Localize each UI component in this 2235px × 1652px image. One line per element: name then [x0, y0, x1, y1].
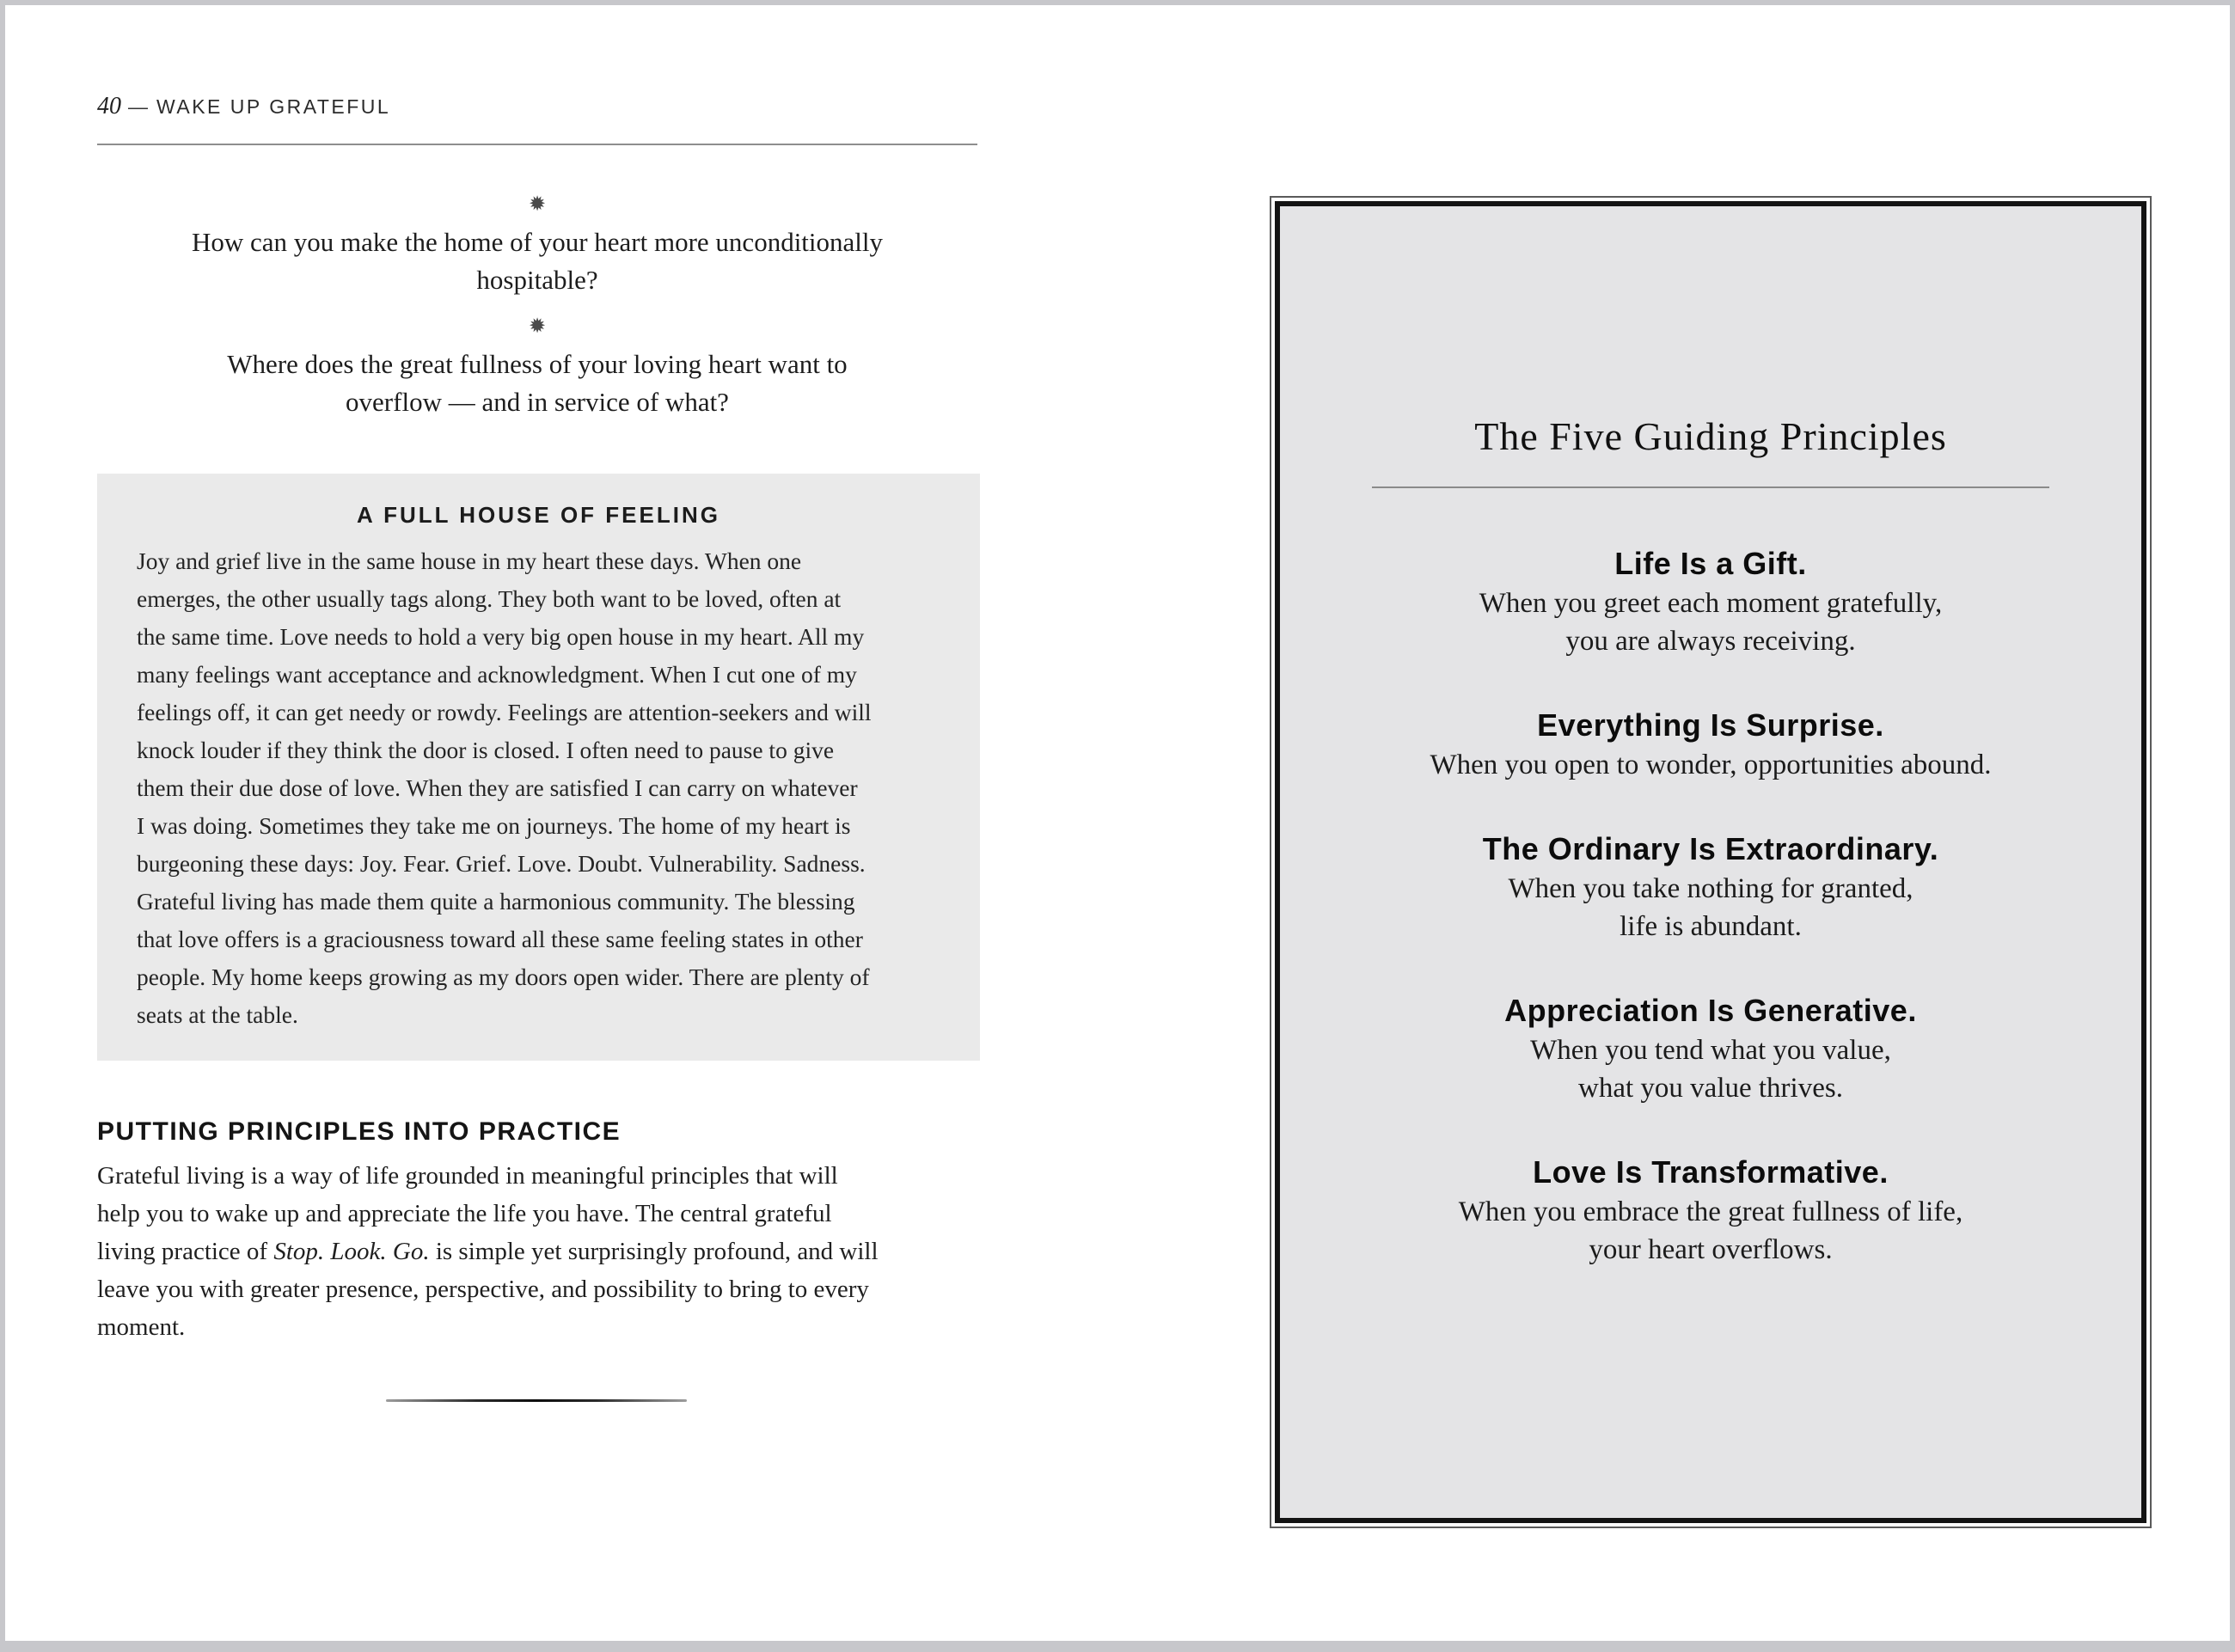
header-rule: [97, 144, 977, 145]
paragraph-line: Grateful living has made them quite a harmonious community. The blessing: [137, 888, 855, 915]
question-line: overflow — and in service of what?: [346, 387, 729, 417]
asterisk-ornament-icon: ✹: [528, 192, 547, 216]
principle-line: When you embrace the great fullness of life,: [1458, 1196, 1963, 1227]
paragraph-line: leave you with greater presence, perspective, and possibility to bring to every: [97, 1276, 869, 1303]
principle-title: Everything Is Surprise.: [1537, 707, 1884, 743]
full-house-of-feeling-sidebar: [97, 474, 980, 1061]
paragraph-line: that love offers is a graciousness toward all these same feeling states in other: [137, 926, 863, 952]
asterisk-ornament-icon: ✹: [528, 314, 547, 338]
principle-line: life is abundant.: [1620, 911, 1802, 942]
paragraph-line: them their due dose of love. When they are satisfied I can carry on whatever: [137, 774, 858, 801]
five-guiding-principles-panel: [1275, 201, 2146, 1523]
question-line: hospitable?: [476, 265, 598, 295]
principle-line: your heart overflows.: [1589, 1234, 1833, 1265]
paragraph-text: is simple yet surprisingly profound, and will: [429, 1238, 879, 1265]
paragraph-line: help you to wake up and appreciate the life you have. The central grateful: [97, 1200, 832, 1227]
practice-name-italic: Stop. Look. Go.: [273, 1238, 430, 1265]
paragraph-line: [97, 1233, 1008, 1270]
running-header: [97, 93, 390, 120]
principle-item: [1280, 705, 2141, 784]
paragraph-line: Grateful living is a way of life grounded in meaningful principles that will: [97, 1162, 838, 1190]
paragraph-line: Joy and grief live in the same house in my heart these days. When one: [137, 548, 802, 574]
paragraph-line: the same time. Love needs to hold a very big open house in my heart. All my: [137, 623, 865, 650]
principle-item: [1280, 543, 2141, 660]
question-line: How can you make the home of your heart more unconditionally: [191, 227, 884, 257]
putting-principles-section: [97, 1115, 1008, 1346]
principle-item: [1280, 990, 2141, 1107]
page-number: 40: [97, 93, 121, 119]
question-line: Where does the great fullness of your loving heart want to: [227, 349, 848, 379]
sidebar-title: A FULL HOUSE OF FEELING: [357, 502, 720, 528]
principle-line: what you value thrives.: [1578, 1073, 1843, 1104]
paragraph-line: emerges, the other usually tags along. They both want to be loved, often at: [137, 585, 842, 612]
reflection-questions: [97, 191, 977, 421]
paragraph-line: moment.: [97, 1313, 186, 1341]
section-heading: PUTTING PRINCIPLES INTO PRACTICE: [97, 1117, 622, 1146]
paragraph-text: living practice of: [97, 1238, 274, 1265]
principle-title: Appreciation Is Generative.: [1504, 993, 1917, 1028]
title-rule: [1372, 486, 2049, 488]
five-guiding-principles-box: [1270, 196, 2152, 1528]
principles-list: [1280, 543, 2141, 1269]
principle-line: you are always receiving.: [1565, 626, 1856, 657]
sidebar-body: [137, 542, 940, 1034]
principle-title: Life Is a Gift.: [1614, 546, 1807, 581]
paragraph-line: burgeoning these days: Joy. Fear. Grief. Love. Doubt. Vulnerability. Sadness.: [137, 850, 866, 877]
section-divider: [386, 1399, 687, 1402]
principle-item: [1280, 829, 2141, 945]
principle-title: Love Is Transformative.: [1533, 1154, 1889, 1190]
principle-title: The Ordinary Is Extraordinary.: [1482, 831, 1939, 866]
paragraph-line: people. My home keeps growing as my doors open wider. There are plenty of: [137, 964, 870, 990]
paragraph-line: knock louder if they think the door is closed. I often need to pause to give: [137, 737, 835, 763]
principle-line: When you tend what you value,: [1530, 1035, 1891, 1066]
principle-line: When you take nothing for granted,: [1508, 873, 1914, 904]
header-separator: —: [128, 95, 148, 118]
principle-line: When you greet each moment gratefully,: [1479, 588, 1943, 619]
paragraph-line: I was doing. Sometimes they take me on journeys. The home of my heart is: [137, 812, 851, 839]
paragraph-line: many feelings want acceptance and acknowledgment. When I cut one of my: [137, 661, 857, 688]
principle-line: When you open to wonder, opportunities abound.: [1430, 750, 1992, 780]
book-title: WAKE UP GRATEFUL: [156, 95, 391, 118]
paragraph-line: seats at the table.: [137, 1001, 298, 1028]
principle-item: [1280, 1152, 2141, 1269]
panel-title: The Five Guiding Principles: [1474, 414, 1947, 458]
paragraph-line: feelings off, it can get needy or rowdy. Feelings are attention-seekers and will: [137, 699, 872, 725]
